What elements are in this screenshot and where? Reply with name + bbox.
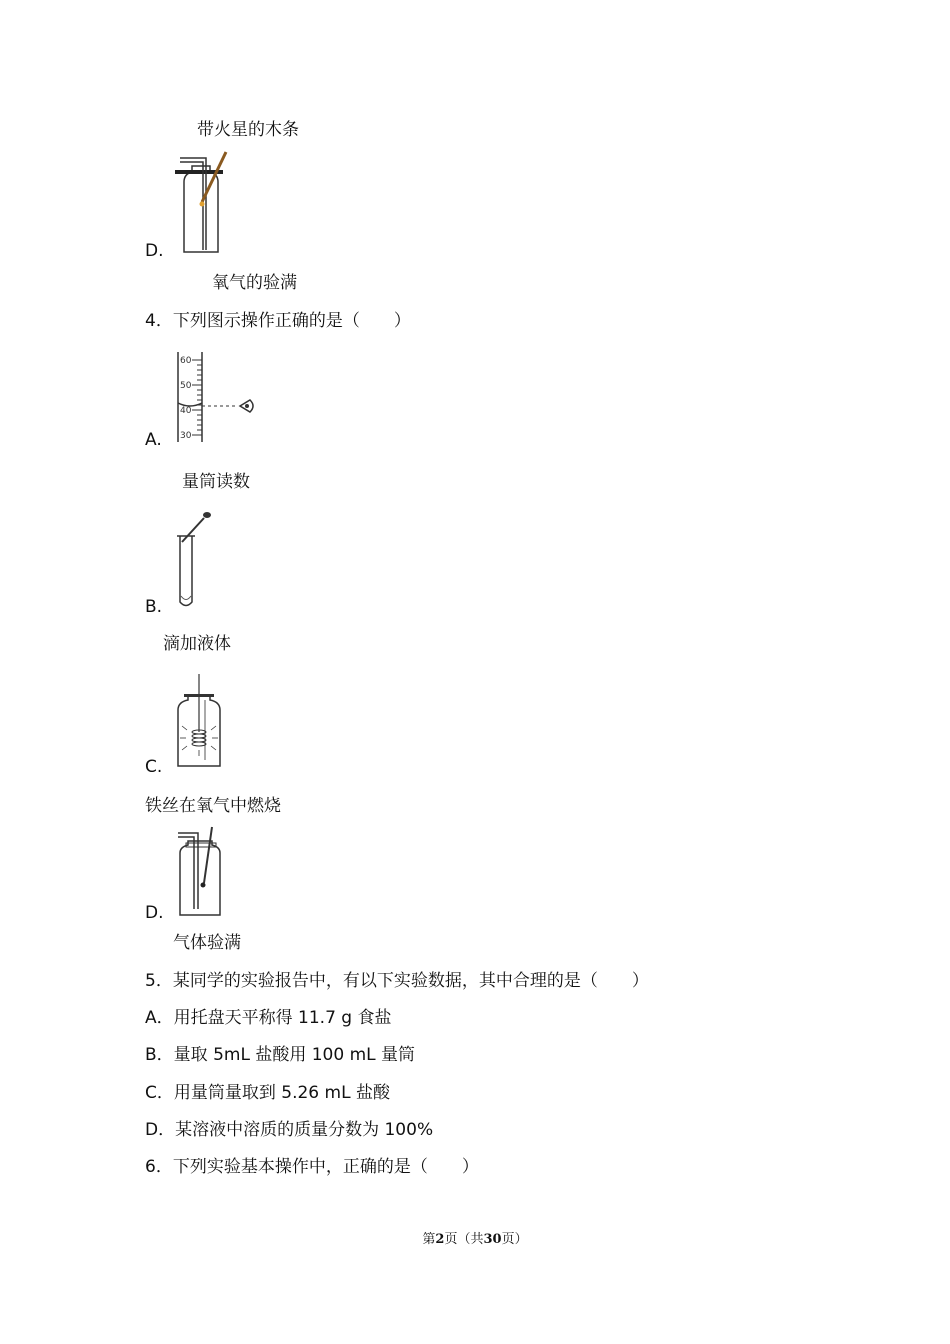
cylinder-tick-30: 30 (180, 431, 192, 441)
footer-suffix: 页） (501, 1232, 528, 1247)
oxygen-test-bottle-figure (170, 148, 240, 258)
q5-option-c: C．用量筒量取到 5.26 mL 盐酸 (145, 1083, 390, 1103)
q5-option-b: B．量取 5mL 盐酸用 100 mL 量筒 (145, 1045, 416, 1065)
q4-a-caption: 量筒读数 (182, 472, 250, 492)
q3-d-letter: D. (145, 241, 164, 261)
q4-a-letter: A. (145, 430, 162, 450)
q5-stem: 5．某同学的实验报告中，有以下实验数据，其中合理的是（ ） (145, 971, 649, 991)
q4-d-letter: D. (145, 903, 164, 923)
q5-option-a: A．用托盘天平称得 11.7 g 食盐 (145, 1008, 392, 1028)
cylinder-tick-60: 60 (180, 356, 192, 366)
q4-c-letter: C. (145, 757, 163, 777)
page-footer (0, 1228, 950, 1247)
q3-d-figure-label: 带火星的木条 (197, 120, 299, 140)
q4-c-caption: 铁丝在氧气中燃烧 (145, 796, 281, 816)
cylinder-tick-40: 40 (180, 406, 192, 416)
q4-stem: 4．下列图示操作正确的是（ ） (145, 311, 411, 331)
footer-middle: 页（共 (444, 1232, 484, 1247)
graduated-cylinder-figure (168, 350, 263, 445)
iron-wire-combustion-figure (170, 670, 230, 770)
cylinder-tick-50: 50 (180, 381, 192, 391)
footer-page-number: 2 (435, 1232, 445, 1247)
q5-option-d: D．某溶液中溶质的质量分数为 100% (145, 1120, 434, 1140)
q4-b-caption: 滴加液体 (163, 634, 231, 654)
dropper-test-tube-figure (170, 510, 220, 610)
footer-total-pages: 30 (483, 1232, 502, 1247)
q4-d-caption: 气体验满 (173, 933, 241, 953)
gas-full-test-figure (172, 825, 232, 920)
q6-stem: 6．下列实验基本操作中，正确的是（ ） (145, 1157, 479, 1177)
q3-d-caption: 氧气的验满 (212, 273, 297, 293)
q4-b-letter: B. (145, 597, 163, 617)
footer-prefix: 第 (422, 1232, 436, 1247)
